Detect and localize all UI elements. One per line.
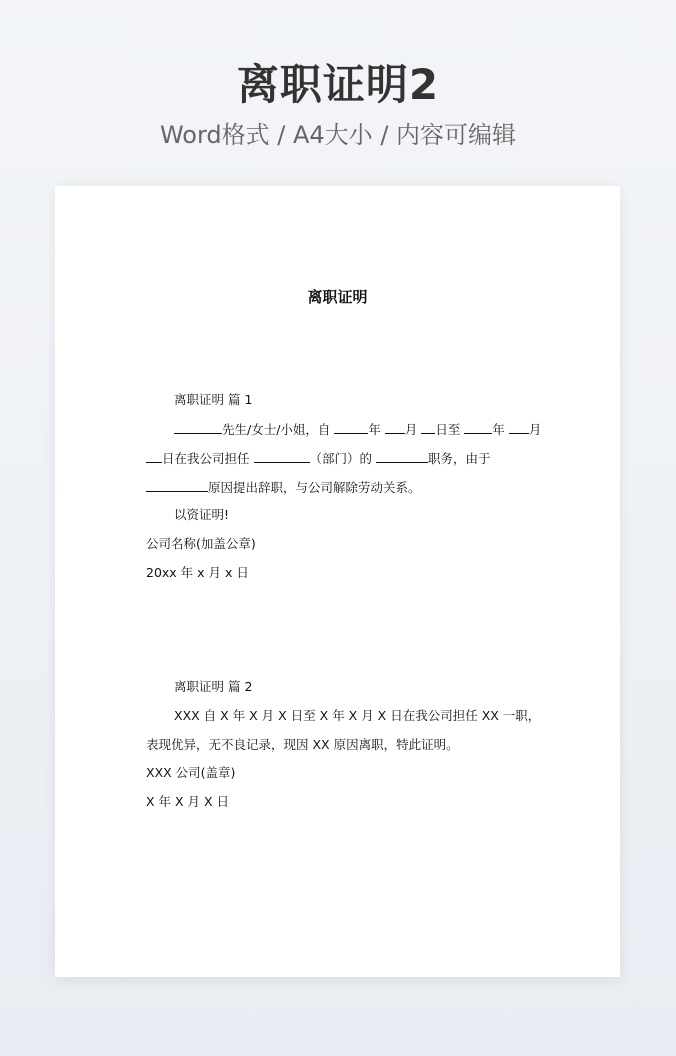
section1-line3 [146,479,560,496]
text-segment: 年 [492,422,505,437]
document-page [55,186,620,977]
text-segment: 原因提出辞职，与公司解除劳动关系。 [208,480,421,495]
section1-line4: 以资证明! [174,507,230,522]
text-segment: （部门）的 [309,451,373,466]
section1-line1 [174,421,560,438]
section2-line3: XXX 公司(盖章) [146,765,236,780]
text-segment: 月 [404,422,418,437]
blank-end-year[interactable] [464,421,492,434]
text-segment: 月 [528,422,542,437]
section1-line6: 20xx 年 x 月 x 日 [146,565,249,580]
blank-reason[interactable] [146,479,208,492]
blank-start-year[interactable] [334,421,368,434]
text-segment: 日至 [435,422,461,437]
text-segment: 年 [368,422,381,437]
hero-title: 离职证明2 [236,60,440,109]
blank-position[interactable] [376,450,428,463]
text-segment: 先生/女士/小姐，自 [222,422,331,437]
blank-start-day[interactable] [421,421,435,434]
section1-heading: 离职证明 篇 1 [174,392,253,407]
blank-start-month[interactable] [385,421,405,434]
section2-line1: XXX 自 X 年 X 月 X 日至 X 年 X 月 X 日在我公司担任 XX 一职， [174,708,541,723]
section2-line4: X 年 X 月 X 日 [146,794,230,809]
hero-subtitle: Word格式 / A4大小 / 内容可编辑 [159,121,517,149]
blank-end-month[interactable] [509,421,529,434]
blank-name[interactable] [174,421,222,434]
text-segment: 日在我公司担任 [162,451,250,466]
text-segment: 职务，由于 [428,451,491,466]
blank-department[interactable] [254,450,310,463]
document-title: 离职证明 [307,288,368,306]
section2-line2: 表现优异，无不良记录，现因 XX 原因离职，特此证明。 [146,737,459,752]
section2-heading: 离职证明 篇 2 [174,679,253,694]
section1-line2 [146,450,560,467]
blank-end-day[interactable] [146,450,162,463]
section1-line5: 公司名称(加盖公章) [146,536,256,551]
